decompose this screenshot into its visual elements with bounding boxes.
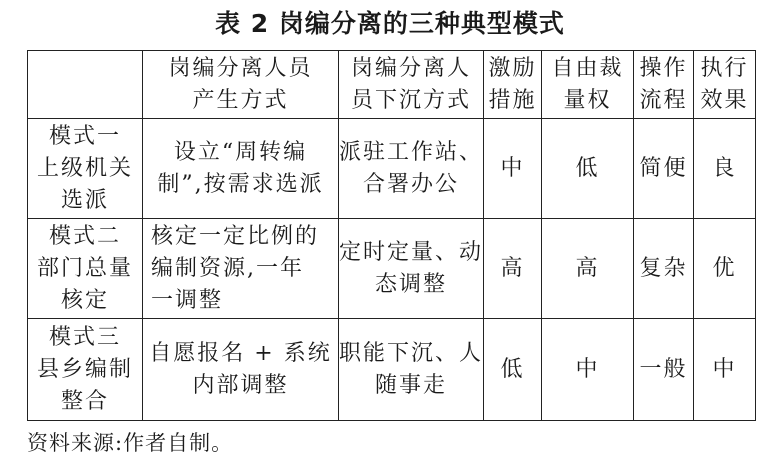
table-caption: 表 2 岗编分离的三种典型模式	[215, 9, 565, 38]
table-cell: 中	[694, 319, 756, 421]
modes-table	[27, 50, 756, 421]
table-cell: 复杂	[634, 219, 694, 319]
header-cell-deployment-method: 岗编分离人 员下沉方式	[339, 51, 484, 119]
table-cell: 定时定量、动 态调整	[339, 219, 484, 319]
header-cell-incentive: 激励 措施	[484, 51, 542, 119]
row-label-mode-3: 模式三 县乡编制 整合	[28, 319, 143, 421]
header-cell-corner	[28, 51, 143, 119]
table-row	[28, 319, 756, 421]
header-cell-effect: 执行 效果	[694, 51, 756, 119]
table-cell: 职能下沉、人 随事走	[339, 319, 484, 421]
table-cell: 中	[484, 119, 542, 219]
table-row	[28, 219, 756, 319]
header-cell-process: 操作 流程	[634, 51, 694, 119]
table-cell: 低	[484, 319, 542, 421]
header-cell-discretion: 自由裁 量权	[542, 51, 634, 119]
table-cell: 自愿报名 + 系统 内部调整	[143, 319, 339, 421]
row-label-mode-1: 模式一 上级机关 选派	[28, 119, 143, 219]
table-cell: 高	[542, 219, 634, 319]
header-cell-generation-method: 岗编分离人员 产生方式	[143, 51, 339, 119]
table-cell: 优	[694, 219, 756, 319]
table-cell: 设立“周转编 制”,按需求选派	[143, 119, 339, 219]
table-cell: 一般	[634, 319, 694, 421]
table-cell: 派驻工作站、 合署办公	[339, 119, 484, 219]
table-cell: 良	[694, 119, 756, 219]
table-cell: 简便	[634, 119, 694, 219]
table-cell: 核定一定比例的 编制资源,一年 一调整	[143, 219, 339, 319]
table-header-row	[28, 51, 756, 119]
table-cell: 高	[484, 219, 542, 319]
table-row	[28, 119, 756, 219]
source-note: 资料来源:作者自制。	[27, 431, 234, 455]
table-cell: 低	[542, 119, 634, 219]
row-label-mode-2: 模式二 部门总量 核定	[28, 219, 143, 319]
table-cell: 中	[542, 319, 634, 421]
